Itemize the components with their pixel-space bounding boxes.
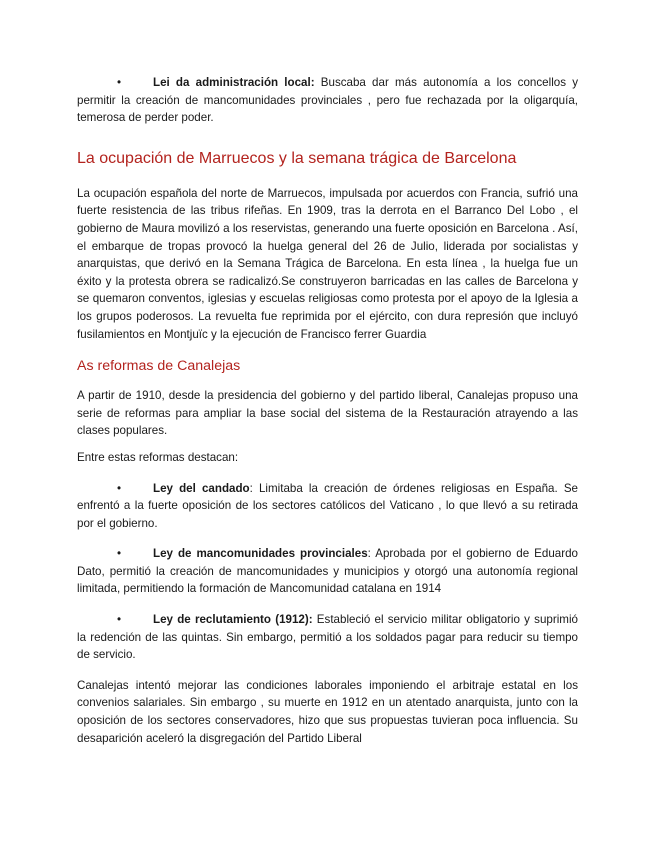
bullet-icon: •: [117, 613, 122, 627]
bullet-text: : Aprobada por el gobierno de Eduardo Dato, permitió la creación de mancomunidades y municipios y otorgó una autonomía regional limitada, permitiendo la formación de Mancomunidad catalana en 1914: [77, 547, 578, 596]
bullet-term: Ley de reclutamiento (1912):: [153, 613, 313, 627]
paragraph-canalejas-intro: A partir de 1910, desde la presidencia del gobierno y del partido liberal, Canalejas propuso una serie de reformas para ampliar la base social del sistema de la Restauración atrayendo a las clases populares.: [77, 389, 578, 438]
bullet-item-ley-mancomunidades: [77, 545, 578, 598]
bullet-icon: •: [117, 481, 122, 495]
bullet-text: : Limitaba la creación de órdenes religiosas en España. Se enfrentó a la fuerte oposición de los sectores católicos del Vaticano , lo que llevó a su retirada por el gobierno.: [77, 481, 578, 530]
bullet-icon: •: [117, 547, 122, 561]
bullet-item-ley-candado: [77, 480, 578, 533]
paragraph-canalejas-closing: Canalejas intentó mejorar las condiciones laborales imponiendo el arbitraje estatal en los convenios salariales. Sin embargo , su muerte en 1912 en un atentado anarquista, junto con la oposición de los sectores conservadores, hizo que sus propuestas tuvieran poca influencia. Su desaparición aceleró la disgregación del Partido Liberal: [77, 678, 578, 745]
bullet-text: Buscaba dar más autonomía a los concellos y permitir la creación de mancomunidades provinciales , pero fue rechazada por la oligarquía, temerosa de perder poder.: [77, 76, 578, 125]
bullet-text: Estableció el servicio militar obligatorio y suprimió la redención de las quintas. Sin embargo, permitió a los soldados pagar para reducir su tiempo de servicio.: [77, 613, 578, 662]
section-heading-canalejas: As reformas de Canalejas: [77, 358, 241, 375]
section-heading-marruecos: La ocupación de Marruecos y la semana trágica de Barcelona: [77, 149, 517, 167]
paragraph-reformas-lead: Entre estas reformas destacan:: [77, 450, 239, 464]
bullet-item-lei-administracion: [77, 74, 578, 127]
bullet-term: Ley de mancomunidades provinciales: [153, 547, 368, 561]
paragraph-marruecos: La ocupación española del norte de Marruecos, impulsada por acuerdos con Francia, sufrió una fuerte resistencia de las tribus rifeñas. En 1909, tras la derrota en el Barranco Del Lobo , el gobierno de Maura movilizó a los reservistas, generando una fuerte oposición en Barcelona . Así, el embarque de tropas provocó la huelga general del 26 de Julio, liderada por socialistas y anarquistas, que derivó en la Semana Trágica de Barcelona. En esta línea , la huelga fue un éxito y la protesta obrera se radicalizó.Se construyeron barricadas en las calles de Barcelona y se quemaron conventos, iglesias y escuelas religiosas como protesta por el apoyo de la Iglesia a los grupos poderosos. La revuelta fue reprimida por el ejército, con dura represión que incluyó fusilamientos en Montjuïc y la ejecución de Francisco ferrer Guardia: [77, 186, 578, 341]
bullet-term: Ley del candado: [153, 481, 250, 495]
bullet-item-ley-reclutamiento: [77, 611, 578, 664]
bullet-term: Lei da administración local:: [153, 76, 315, 89]
bullet-icon: •: [117, 76, 122, 89]
